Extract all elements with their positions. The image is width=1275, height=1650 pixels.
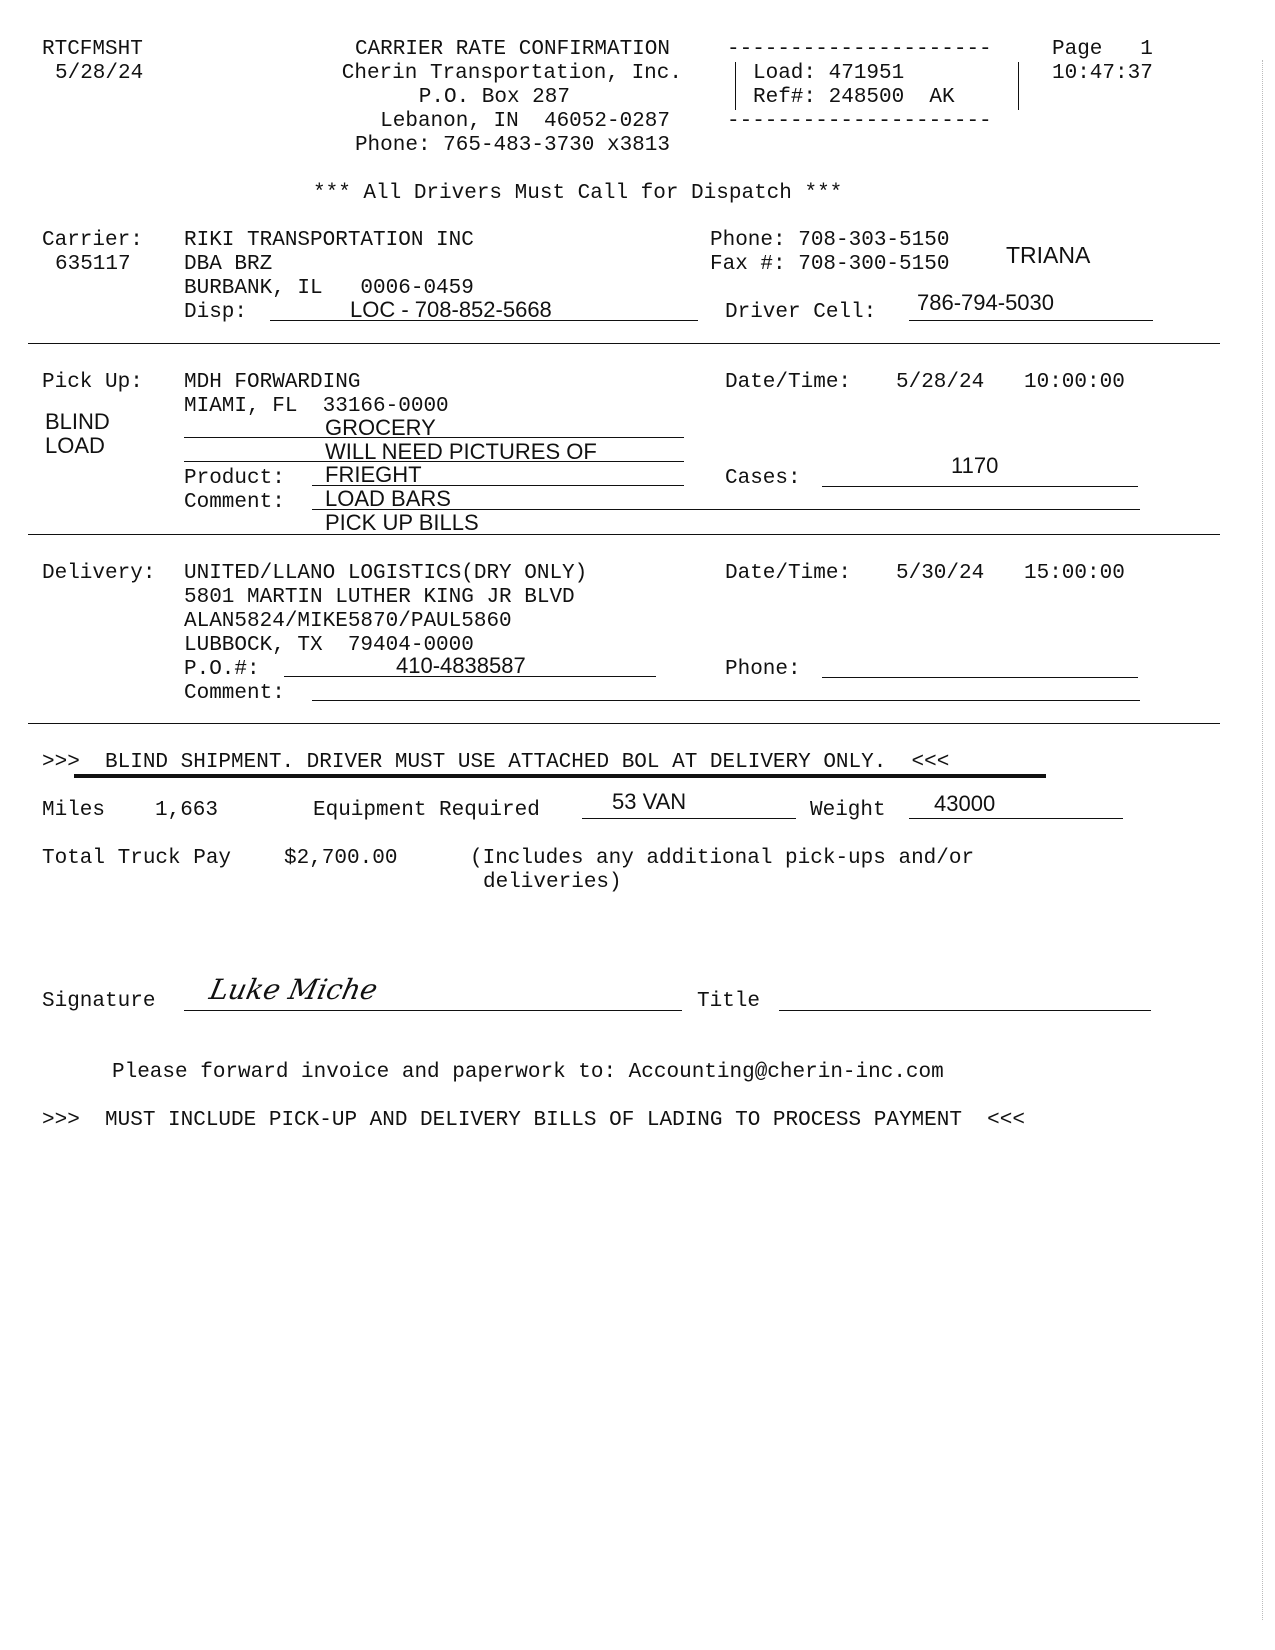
company-po-box: P.O. Box 287: [418, 86, 570, 109]
total-pay-value: $2,700.00: [284, 847, 398, 870]
cases-value: 1170: [951, 453, 999, 478]
load-box-left-border: [735, 62, 736, 110]
po-underline: [284, 676, 656, 677]
equipment-label: Equipment Required: [313, 799, 540, 822]
driver-cell-underline: [909, 320, 1153, 321]
pickup-note-blind: BLIND: [45, 409, 110, 434]
pickup-comment-label: Comment:: [184, 491, 285, 514]
driver-cell-label: Driver Cell:: [725, 301, 877, 324]
section-divider-delivery: [28, 723, 1220, 724]
cases-underline: [822, 486, 1138, 487]
blind-shipment-notice: >>> BLIND SHIPMENT. DRIVER MUST USE ATTACHED BOL AT DELIVERY ONLY. <<<: [42, 751, 950, 774]
carrier-name: RIKI TRANSPORTATION INC: [184, 229, 474, 252]
pickup-datetime-label: Date/Time:: [725, 371, 852, 394]
carrier-dba: DBA BRZ: [184, 253, 273, 276]
delivery-phone-underline: [822, 677, 1138, 678]
product-value: FRIEGHT: [325, 462, 422, 487]
cases-label: Cases:: [725, 467, 801, 490]
dispatch-notice: *** All Drivers Must Call for Dispatch ***: [313, 182, 843, 205]
carrier-label: Carrier:: [42, 229, 143, 252]
delivery-label: Delivery:: [42, 562, 156, 585]
equipment-value: 53 VAN: [612, 789, 687, 814]
carrier-number: 635117: [55, 253, 131, 276]
pickup-comment-value-2: PICK UP BILLS: [325, 510, 479, 535]
dispatch-contact: LOC - 708-852-5668: [350, 297, 552, 322]
includes-note-line2: deliveries): [483, 871, 622, 894]
signature-underline: [184, 1010, 682, 1011]
document-title: CARRIER RATE CONFIRMATION: [354, 38, 670, 61]
pickup-city: MIAMI, FL 33166-0000: [184, 395, 449, 418]
handwritten-signature: Luke Miche: [206, 973, 381, 1006]
pickup-name: MDH FORWARDING: [184, 371, 361, 394]
includes-note-line1: (Includes any additional pick-ups and/or: [470, 847, 975, 870]
pickup-date: 5/28/24: [896, 371, 985, 394]
print-date: 5/28/24: [55, 62, 144, 85]
print-time: 10:47:37: [1052, 62, 1153, 85]
signature-label: Signature: [42, 990, 156, 1013]
title-label: Title: [697, 990, 761, 1013]
company-name: Cherin Transportation, Inc.: [341, 62, 682, 85]
scan-edge-artifact: [1262, 60, 1263, 1620]
pickup-comment-value: LOAD BARS: [325, 486, 451, 511]
po-value: 410-4838587: [396, 653, 526, 678]
carrier-phone: Phone: 708-303-5150: [710, 229, 950, 252]
delivery-phone-label: Phone:: [725, 658, 801, 681]
company-city: Lebanon, IN 46052-0287: [380, 110, 670, 133]
load-number: Load: 471951: [753, 62, 905, 85]
bol-payment-note: >>> MUST INCLUDE PICK-UP AND DELIVERY BILLS OF LADING TO PROCESS PAYMENT <<<: [42, 1109, 1025, 1132]
pickup-time: 10:00:00: [1024, 371, 1125, 394]
load-box-right-border: [1018, 62, 1019, 110]
miles-label: Miles: [42, 799, 106, 822]
delivery-city: LUBBOCK, TX 79404-0000: [184, 634, 474, 657]
pickup-line-pictures: WILL NEED PICTURES OF: [325, 439, 597, 464]
section-divider-pickup: [28, 534, 1220, 535]
pickup-line-grocery: GROCERY: [325, 415, 436, 440]
load-box-top-rule: ---------------------: [727, 38, 992, 61]
carrier-fax: Fax #: 708-300-5150: [710, 253, 950, 276]
delivery-comment-label: Comment:: [184, 682, 285, 705]
section-divider-carrier: [28, 343, 1220, 344]
miles-value: 1,663: [155, 799, 219, 822]
blind-shipment-underline: [74, 774, 1046, 778]
pickup-note-load: LOAD: [45, 433, 105, 458]
pickup-underline-1: [184, 437, 684, 438]
carrier-city: BURBANK, IL 0006-0459: [184, 277, 474, 300]
total-pay-label: Total Truck Pay: [42, 847, 232, 870]
reference-number: Ref#: 248500 AK: [753, 86, 955, 109]
delivery-comment-underline: [312, 700, 1140, 701]
company-phone: Phone: 765-483-3730 x3813: [354, 134, 670, 157]
pickup-label: Pick Up:: [42, 371, 143, 394]
pickup-underline-2: [184, 461, 684, 462]
forward-invoice-note: Please forward invoice and paperwork to: Accounting@cherin-inc.com: [112, 1061, 944, 1084]
delivery-contacts: ALAN5824/MIKE5870/PAUL5860: [184, 610, 512, 633]
load-box-bottom-rule: ---------------------: [727, 110, 992, 133]
title-underline: [779, 1010, 1151, 1011]
po-label: P.O.#:: [184, 658, 260, 681]
equipment-underline: [582, 818, 796, 819]
dispatch-label: Disp:: [184, 301, 248, 324]
product-label: Product:: [184, 467, 285, 490]
delivery-address: 5801 MARTIN LUTHER KING JR BLVD: [184, 586, 575, 609]
driver-cell-value: 786-794-5030: [917, 290, 1055, 315]
weight-underline: [909, 818, 1123, 819]
form-code: RTCFMSHT: [42, 38, 143, 61]
handwritten-driver-name: TRIANA: [1006, 242, 1091, 268]
weight-value: 43000: [934, 791, 996, 816]
delivery-date: 5/30/24: [896, 562, 985, 585]
delivery-time: 15:00:00: [1024, 562, 1125, 585]
delivery-name: UNITED/LLANO LOGISTICS(DRY ONLY): [184, 562, 588, 585]
weight-label: Weight: [810, 799, 886, 822]
delivery-datetime-label: Date/Time:: [725, 562, 852, 585]
page-number: Page 1: [1052, 38, 1153, 61]
